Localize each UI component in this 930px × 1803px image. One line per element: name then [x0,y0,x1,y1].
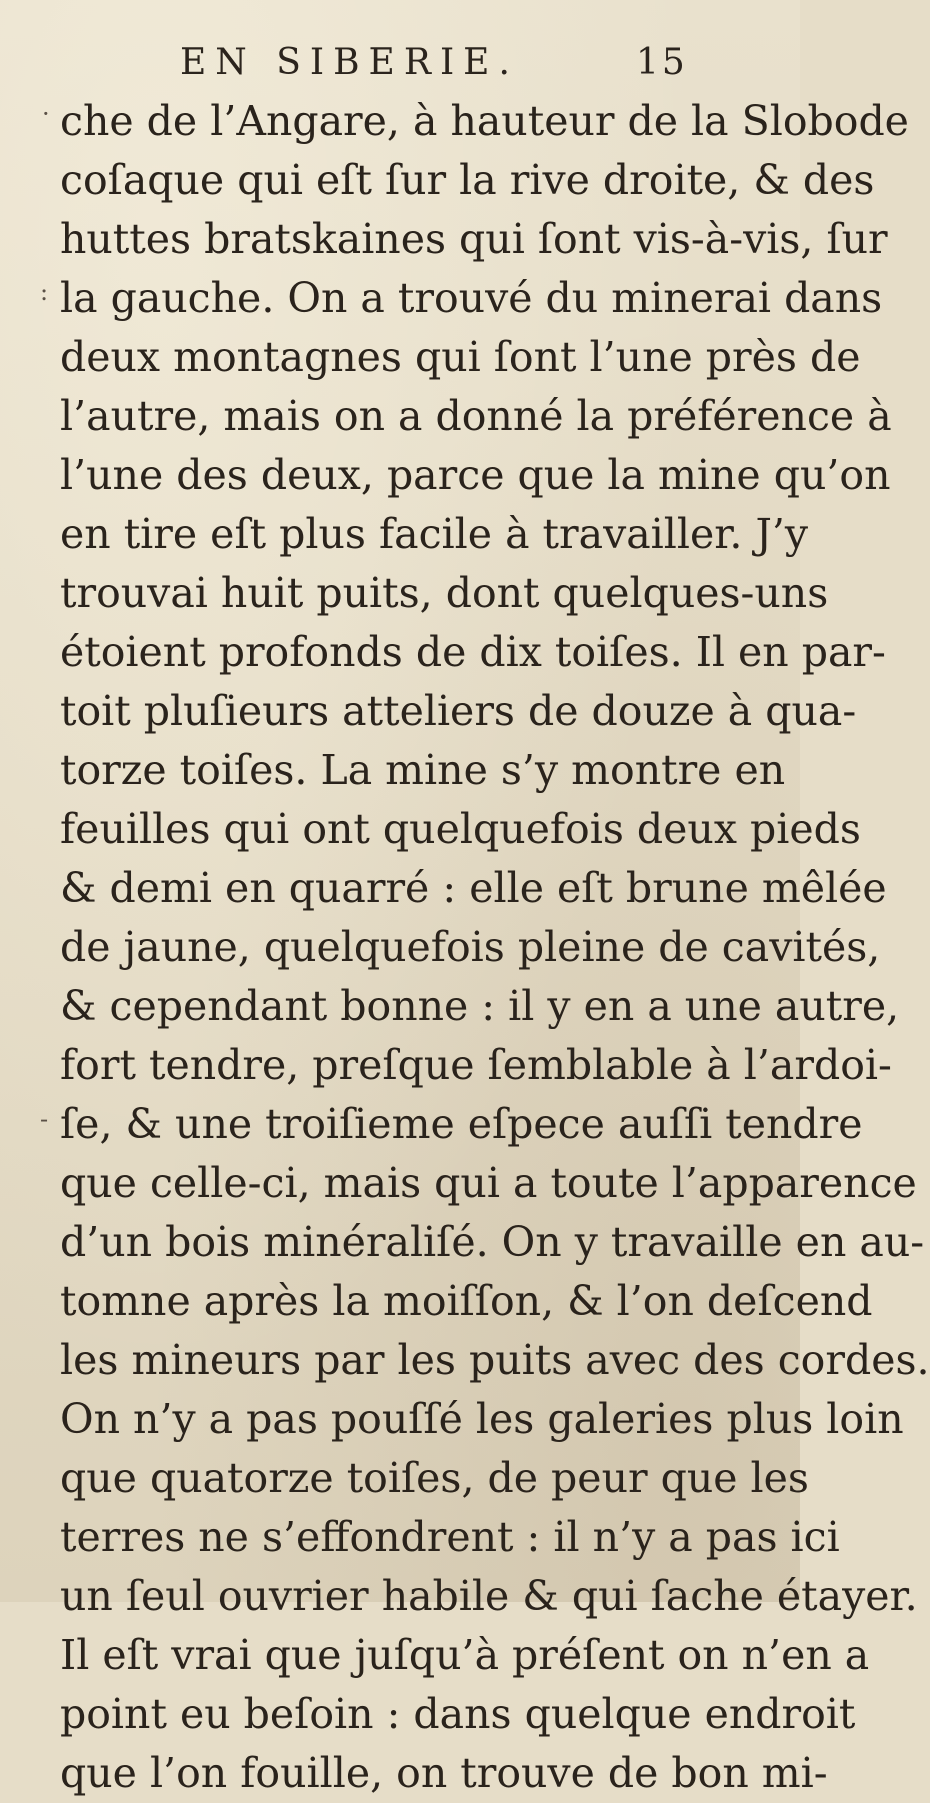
running-head: EN SIBERIE. [180,42,519,83]
text-line: d’un bois minéraliſé. On y travaille en au- [60,1218,925,1266]
text-line: terres ne s’effondrent : il n’y a pas ici [60,1513,840,1561]
text-line: coſaque qui eſt ſur la rive droite, & des [60,156,875,204]
text-line: che de l’Angare, à hauteur de la Slobode [60,97,909,145]
text-line: l’une des deux, parce que la mine qu’on [60,451,891,499]
margin-mark: - [40,1105,49,1133]
text-line: ſe, & une troiſieme eſpece auſſi tendre [60,1100,863,1148]
body-text [60,92,930,1803]
page-number: 15 [636,42,688,83]
text-line: que quatorze toiſes, de peur que les [60,1454,809,1502]
text-line: tomne après la moiſſon, & l’on deſcend [60,1277,873,1325]
text-line: les mineurs par les puits avec des cordes. [60,1336,930,1384]
text-line: point eu beſoin : dans quelque endroit [60,1690,856,1738]
text-line: en tire eſt plus facile à travailler. J’y [60,510,809,558]
text-line: Il eſt vrai que juſqu’à préſent on n’en a [60,1631,870,1679]
text-line: l’autre, mais on a donné la préférence à [60,392,892,440]
text-line: huttes bratskaines qui ſont vis-à-vis, ſur [60,215,888,263]
margin-mark: : [40,278,49,306]
margin-mark: · [42,100,50,128]
text-line: de jaune, quelquefois pleine de cavités, [60,923,881,971]
text-line: toit pluſieurs atteliers de douze à qua- [60,687,857,735]
text-line: étoient profonds de dix toiſes. Il en par- [60,628,886,676]
text-line: feuilles qui ont quelquefois deux pieds [60,805,861,853]
text-line: que l’on fouille, on trouve de bon mi- [60,1749,828,1797]
text-line: torze toiſes. La mine s’y montre en [60,746,786,794]
text-line: trouvai huit puits, dont quelques-uns [60,569,829,617]
text-line: fort tendre, preſque ſemblable à l’ardoi- [60,1041,892,1089]
text-line: un ſeul ouvrier habile & qui ſache étayer. [60,1572,918,1620]
page-header [0,42,800,92]
text-line: On n’y a pas pouſſé les galeries plus loin [60,1395,904,1443]
text-line: deux montagnes qui ſont l’une près de [60,333,861,381]
text-line: que celle-ci, mais qui a toute l’apparence [60,1159,917,1207]
text-line: & cependant bonne : il y en a une autre, [60,982,900,1030]
text-line: & demi en quarré : elle eſt brune mêlée [60,864,887,912]
text-line: la gauche. On a trouvé du minerai dans [60,274,883,322]
